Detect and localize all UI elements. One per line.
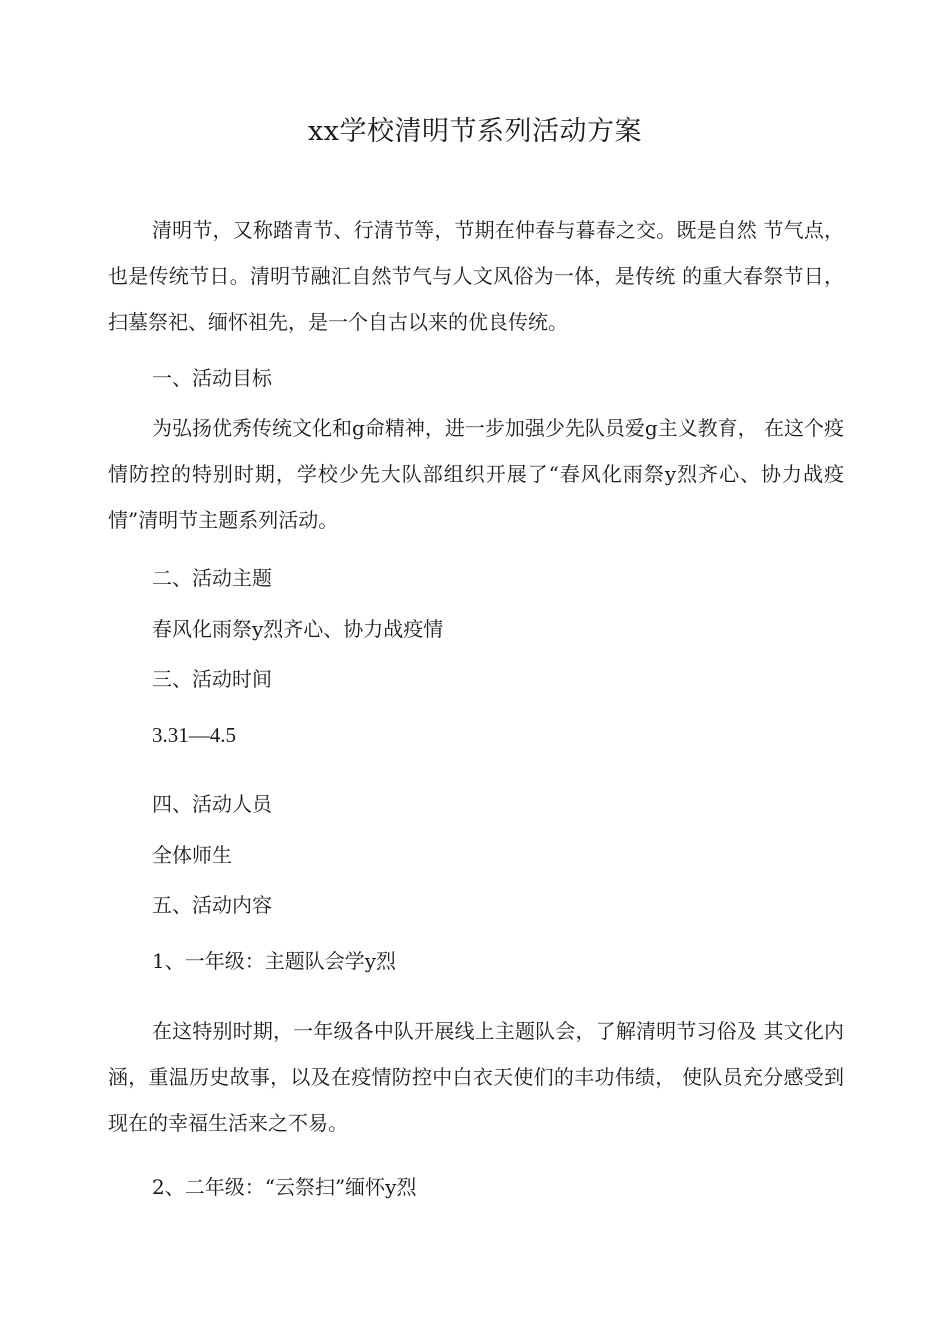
section-content-heading: 五、活动内容 <box>152 893 272 917</box>
grade1-body: 在这特别时期，一年级各中队开展线上主题队会，了解清明节习俗及 其文化内涵，重温历史故事，以及在疫情防控中白衣天使们的丰功伟绩， 使队员充分感受到现在的幸福生活来之不易。 <box>108 1019 844 1135</box>
section-goal-heading: 一、活动目标 <box>152 366 272 390</box>
section-time-heading: 三、活动时间 <box>152 667 272 691</box>
section-people-body: 全体师生 <box>152 843 232 867</box>
section-theme-body: 春风化雨祭y烈齐心、协力战疫情 <box>152 617 444 641</box>
intro-paragraph: 清明节，又称踏青节、行清节等，节期在仲春与暮春之交。既是自然 节气点，也是传统节日。清明节融汇自然节气与人文风俗为一体，是传统 的重大春祭节日，扫墓祭祀、缅怀祖先，是一个自古以来的优良传统。 <box>108 218 844 334</box>
section-theme-heading: 二、活动主题 <box>152 566 272 590</box>
section-people-heading: 四、活动人员 <box>152 792 272 816</box>
section-goal-body: 为弘扬优秀传统文化和g命精神，进一步加强少先队员爱g主义教育， 在这个疫情防控的特别时期，学校少先大队部组织开展了“春风化雨祭y烈齐心、协力战疫情”清明节主题系列活动。 <box>108 416 844 532</box>
section-time-body: 3.31—4.5 <box>152 723 236 747</box>
grade1-heading: 1、一年级：主题队会学y烈 <box>152 949 397 973</box>
document-title: xx学校清明节系列活动方案 <box>308 116 642 147</box>
grade2-heading: 2、二年级：“云祭扫”缅怀y烈 <box>152 1175 417 1199</box>
